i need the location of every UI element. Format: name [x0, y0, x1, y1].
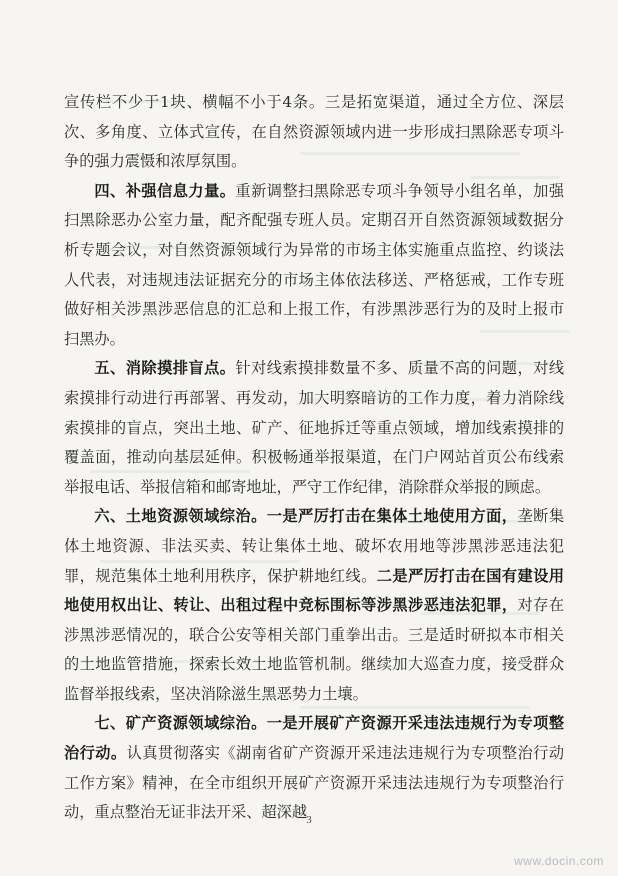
paragraph-text: 认真贯彻落实《湖南省矿产资源开采违法违规行为专项整治行动工作方案》精神，在全市组织开展矿产资源开采违法违规行为专项整治行动，重点整治无证非法开采、超深越 — [64, 744, 565, 822]
paragraph-information-strength — [64, 177, 564, 355]
paragraph-blind-spots — [64, 354, 564, 502]
section-heading: 四、补强信息力量。 — [94, 181, 236, 200]
paragraph-land-resources — [64, 502, 564, 709]
paragraph-text: 针对线索摸排数量不多、质量不高的问题，对线索摸排行动进行再部署、再发动，加大明察暗访的工作力度，着力消除线索摸排的盲点，突出土地、矿产、征地拆迁等重点领域，增加线索摸排的覆盖面，推动向基层延伸。积极畅通举报渠道，在门户网站首页公布线索举报电话、举报信箱和邮寄地址，严守工作纪律，消除群众举报的顾虑。 — [64, 359, 565, 496]
section-heading: 六、土地资源领域综治。一是严厉打击在集体土地使用方面， — [94, 507, 518, 526]
paragraph-text: 宣传栏不少于1块、横幅不小于4条。三是拓宽渠道，通过全方位、深层次、多角度、立体式宣传，在自然资源领域内进一步形成扫黑除恶专项斗争的强力震慑和浓厚氛围。 — [64, 93, 564, 171]
emphasized-text: 二是严厉打击在国有建设用地使用权出让、转让、出租过程中竞标围标等涉黑涉恶违法犯罪， — [64, 566, 565, 615]
paragraph-publicity — [64, 88, 564, 177]
section-heading: 七、矿产资源领域综治。一是开展矿产资源开采违法违规行为专项整治行动。 — [64, 714, 564, 763]
page-number: 3 — [306, 814, 312, 826]
paragraph-text: 垄断集体土地资源、非法买卖、转让集体土地、破坏农用地等涉黑涉恶违法犯罪，规范集体土地利用秩序，保护耕地红线。 — [64, 507, 565, 585]
paragraph-mineral-resources — [64, 709, 564, 827]
document-body — [64, 88, 564, 828]
watermark: www.docin.com — [514, 854, 604, 868]
paragraph-text: 对存在涉黑涉恶情况的，联合公安等相关部门重拳出击。三是适时研拟本市相关的土地监管措施，探索长效土地监管机制。继续加大巡查力度，接受群众监督举报线索，坚决消除滋生黑恶势力土壤。 — [64, 596, 565, 703]
section-heading: 五、消除摸排盲点。 — [94, 359, 236, 378]
paragraph-text: 重新调整扫黑除恶专项斗争领导小组名单，加强扫黑除恶办公室力量，配齐配强专班人员。定期召开自然资源领域数据分析专题会议，对自然资源领域行为异常的市场主体实施重点监控、约谈法人代表，对违规违法证据充分的市场主体依法移送、严格惩戒，工作专班做好相关涉黑涉恶信息的汇总和上报工作，有涉黑涉恶行为的及时上报市扫黑办。 — [64, 181, 565, 348]
